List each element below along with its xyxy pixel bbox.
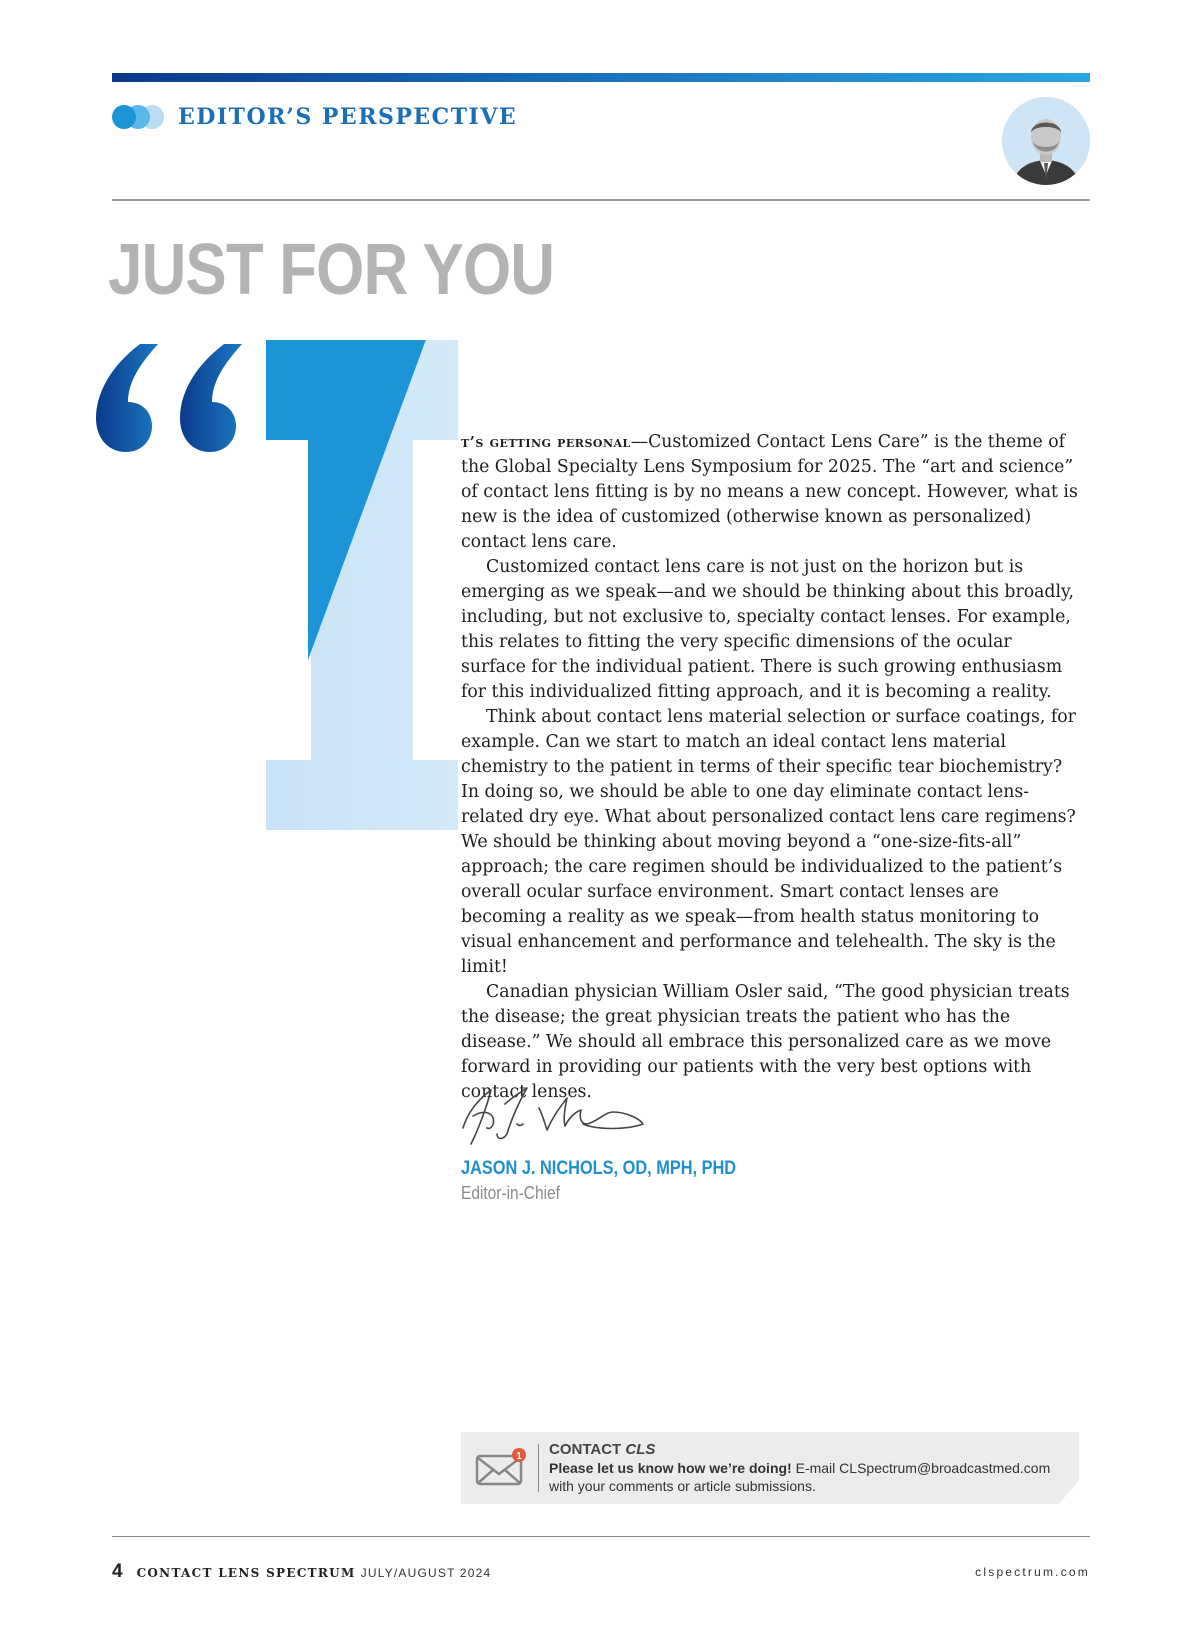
magazine-title: CONTACT LENS SPECTRUM [136, 1566, 356, 1580]
drop-cap-letter [266, 340, 458, 830]
page-title: JUST FOR YOU [108, 230, 555, 310]
footer-left [112, 1561, 491, 1583]
article-body [461, 430, 1081, 1105]
article-paragraph: t’s getting personal—Customized Contact Lens Care” is the theme of the Global Specialty Lens Symposium for 2025. The “art and science” of contact lens fitting is by no means a new concept. However, what is new is the idea of customized (otherwise known as personalized) contact lens care. [461, 432, 1078, 552]
header-divider [112, 199, 1090, 201]
notification-badge: 1 [516, 1451, 522, 1462]
editor-portrait-icon [1002, 97, 1090, 185]
article-paragraph: Canadian physician William Osler said, “The good physician treats the disease; the great physician treats the patient who has the disease.” We should all embrace this personalized care as we move forward in providing our patients with the very best options with contact lenses. [461, 982, 1070, 1102]
contact-text [549, 1441, 1079, 1495]
author-name: JASON J. NICHOLS, OD, MPH, PHD [461, 1158, 737, 1179]
handwritten-signature [457, 1068, 657, 1148]
contact-line: Please let us know how we’re doing! E-mail CLSpectrum@broadcastmed.com [549, 1460, 1051, 1476]
section-label [112, 100, 517, 134]
page-number: 4 [112, 1561, 123, 1582]
section-title: EDITOR’S PERSPECTIVE [178, 104, 518, 130]
drop-cap-quote-art [96, 340, 496, 870]
top-gradient-rule [112, 73, 1090, 82]
contact-heading: CONTACT CLS [549, 1441, 656, 1458]
author-title: Editor-in-Chief [461, 1183, 560, 1203]
article-paragraph: Customized contact lens care is not just on the horizon but is emerging as we speak—and we should be thinking about this broadly, including, but not exclusive to, specialty contact lenses. For example, this relates to fitting the very specific dimensions of the ocular surface for the individual patient. There is such growing enthusiasm for this individualized fitting approach, and it is becoming a reality. [461, 557, 1074, 702]
open-quote-icon [96, 344, 242, 452]
three-dots-icon [112, 103, 174, 131]
issue-date: JULY/AUGUST 2024 [360, 1566, 492, 1580]
contact-line: with your comments or article submissions. [549, 1478, 816, 1494]
avatar [1002, 97, 1090, 185]
footer-divider [112, 1536, 1090, 1537]
article-paragraph: Think about contact lens material selection or surface coatings, for example. Can we start to match an ideal contact lens material chemistry to the patient in terms of their specific tear biochemistry? In doing so, we should be able to one day eliminate contact lens-related dry eye. What about personalized contact lens care regimens? We should be thinking about moving beyond a “one-size-fits-all” approach; the care regimen should be individualized to the patient’s overall ocular surface environment. Smart contact lenses are becoming a reality as we speak—from health status monitoring to visual enhancement and performance and telehealth. The sky is the limit! [461, 707, 1076, 977]
website-url: clspectrum.com [975, 1565, 1090, 1579]
mail-icon [475, 1448, 527, 1488]
contact-callout [461, 1432, 1091, 1504]
contact-divider [538, 1444, 539, 1492]
lead-in: t’s getting personal [461, 433, 631, 451]
